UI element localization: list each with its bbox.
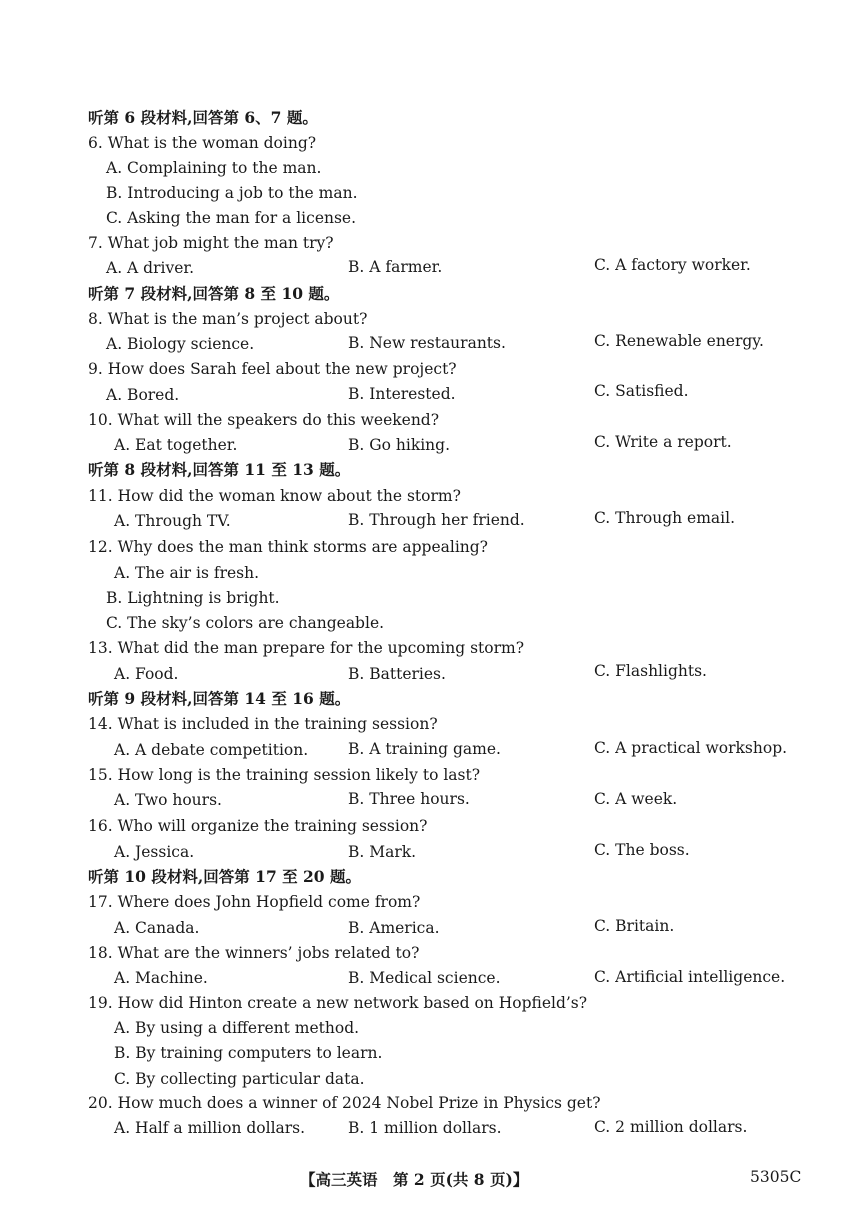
option-b: B. Lightning is bright. (106, 589, 280, 607)
option-b: B. Three hours. (348, 790, 470, 808)
question-stem: 20. How much does a winner of 2024 Nobel Prize in Physics get? (88, 1094, 601, 1112)
option-b: B. 1 million dollars. (348, 1119, 502, 1137)
question-stem: 7. What job might the man try? (88, 234, 334, 252)
option-a: A. Jessica. (114, 843, 195, 861)
option-b: B. Batteries. (348, 665, 446, 683)
question-stem: 8. What is the man’s project about? (88, 310, 368, 328)
question-stem: 12. Why does the man think storms are appealing? (88, 538, 488, 556)
option-a: A. Half a million dollars. (114, 1119, 306, 1137)
option-a: A. Machine. (114, 969, 208, 987)
option-c: C. Renewable energy. (594, 332, 764, 350)
option-c: C. The sky’s colors are changeable. (106, 614, 385, 632)
option-b: B. By training computers to learn. (114, 1044, 383, 1062)
option-c: C. Artificial intelligence. (594, 968, 786, 986)
section-header: 听第 8 段材料,回答第 11 至 13 题。 (88, 460, 351, 479)
question-stem: 16. Who will organize the training session? (88, 817, 428, 835)
option-a: A. Bored. (106, 386, 180, 404)
section-header: 听第 10 段材料,回答第 17 至 20 题。 (88, 867, 361, 886)
option-a: A. Food. (114, 665, 179, 683)
option-c: C. A factory worker. (594, 256, 751, 274)
option-a: A. Through TV. (114, 512, 231, 530)
option-a: A. By using a different method. (114, 1019, 360, 1037)
question-stem: 10. What will the speakers do this weekend? (88, 411, 440, 429)
page-number-label: 【高三英语 第 2 页(共 8 页)】 (300, 1170, 529, 1189)
option-c: C. A practical workshop. (594, 739, 788, 757)
question-stem: 17. Where does John Hopfield come from? (88, 893, 421, 911)
option-c: C. 2 million dollars. (594, 1118, 748, 1136)
option-a: A. Two hours. (114, 791, 222, 809)
exam-code: 5305C (750, 1168, 802, 1186)
option-a: A. Eat together. (114, 436, 238, 454)
option-a: A. A debate competition. (114, 741, 309, 759)
option-c: C. Through email. (594, 509, 735, 527)
option-a: A. Complaining to the man. (106, 159, 322, 177)
question-stem: 11. How did the woman know about the storm? (88, 487, 461, 505)
section-header: 听第 9 段材料,回答第 14 至 16 题。 (88, 689, 351, 708)
option-c: C. Write a report. (594, 433, 732, 451)
question-stem: 19. How did Hinton create a new network based on Hopfield’s? (88, 994, 588, 1012)
question-stem: 14. What is included in the training session? (88, 715, 438, 733)
option-b: B. A training game. (348, 740, 501, 758)
option-b: B. Interested. (348, 385, 456, 403)
question-stem: 18. What are the winners’ jobs related to? (88, 944, 420, 962)
option-b: B. Medical science. (348, 969, 501, 987)
option-c: C. Satisfied. (594, 382, 689, 400)
option-b: B. Through her friend. (348, 511, 525, 529)
option-b: B. New restaurants. (348, 334, 506, 352)
option-c: C. A week. (594, 790, 678, 808)
option-c: C. By collecting particular data. (114, 1070, 365, 1088)
question-stem: 6. What is the woman doing? (88, 134, 317, 152)
option-a: A. The air is fresh. (114, 564, 260, 582)
section-header: 听第 7 段材料,回答第 8 至 10 题。 (88, 284, 340, 303)
option-c: C. Flashlights. (594, 662, 707, 680)
option-c: C. The boss. (594, 841, 690, 859)
option-a: A. Canada. (114, 919, 200, 937)
option-b: B. America. (348, 919, 440, 937)
option-c: C. Asking the man for a license. (106, 209, 357, 227)
option-b: B. A farmer. (348, 258, 443, 276)
section-header: 听第 6 段材料,回答第 6、7 题。 (88, 108, 318, 127)
option-a: A. Biology science. (106, 335, 255, 353)
question-stem: 13. What did the man prepare for the upcoming storm? (88, 639, 525, 657)
question-stem: 9. How does Sarah feel about the new project? (88, 360, 457, 378)
option-a: A. A driver. (106, 259, 195, 277)
option-c: C. Britain. (594, 917, 675, 935)
option-b: B. Go hiking. (348, 436, 451, 454)
question-stem: 15. How long is the training session likely to last? (88, 766, 481, 784)
option-b: B. Introducing a job to the man. (106, 184, 358, 202)
option-b: B. Mark. (348, 843, 417, 861)
